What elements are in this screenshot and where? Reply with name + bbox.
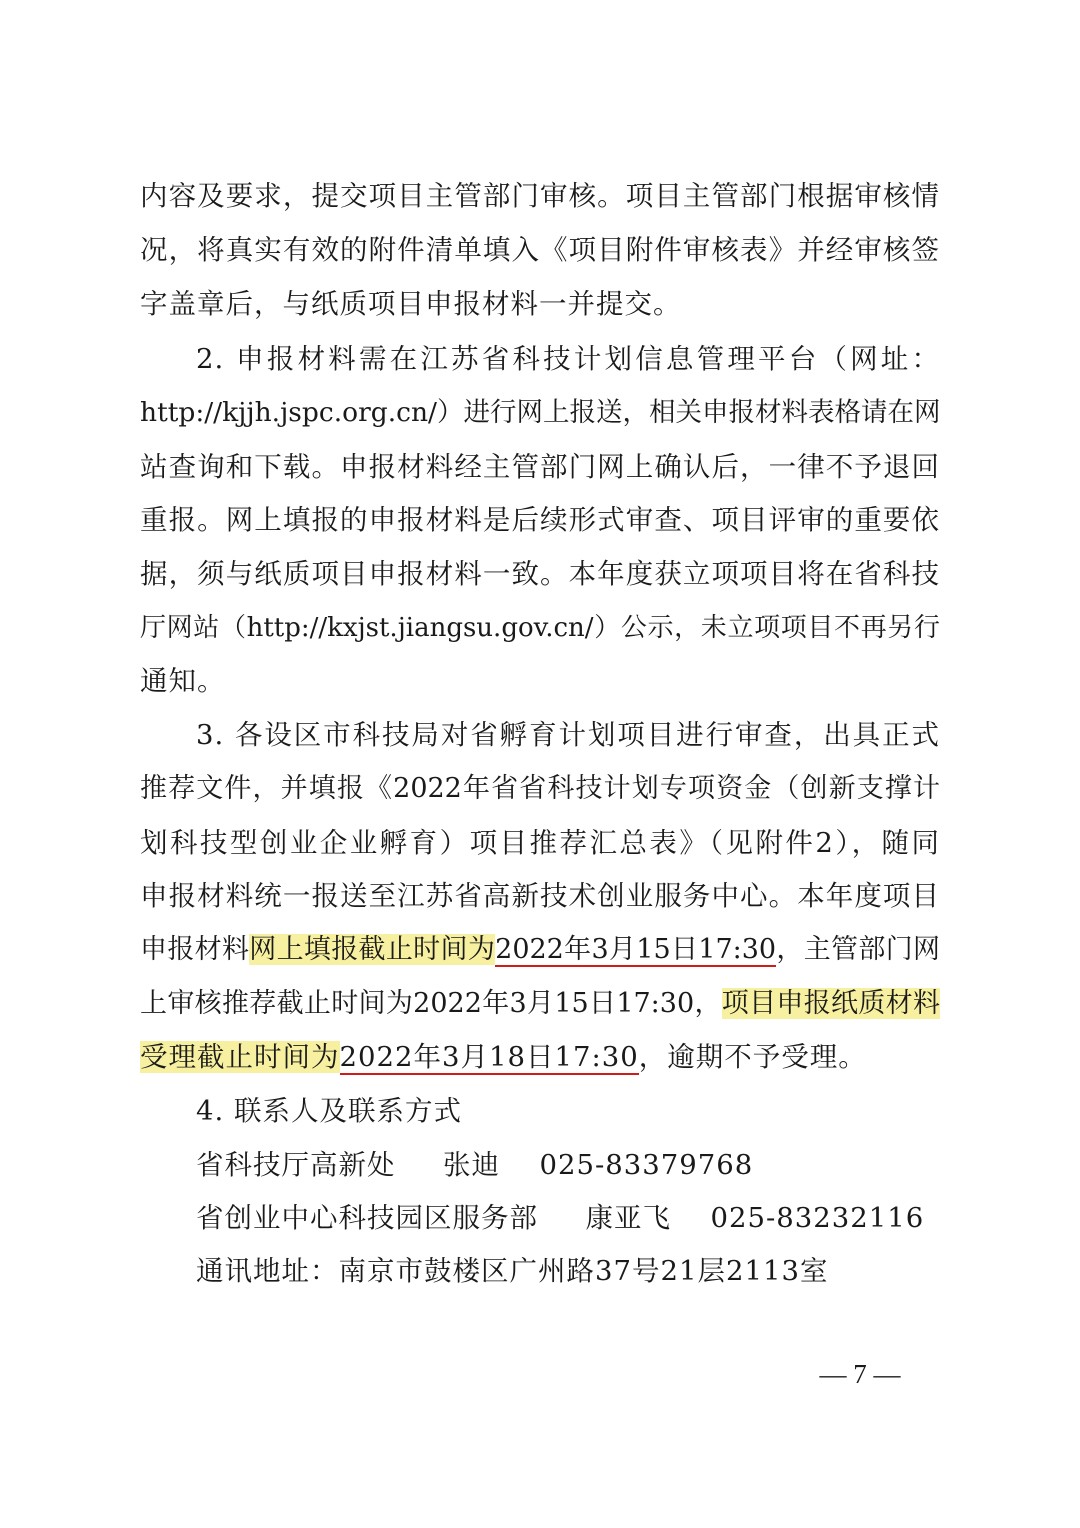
paragraph-2-line-5: 据，须与纸质项目申报材料一致。本年度获立项项目将在省科技: [140, 558, 940, 590]
contact-name: 张迪: [443, 1149, 500, 1181]
paragraph-3-line-3: 划科技型创业企业孵育）项目推荐汇总表》（见附件2），随同: [140, 827, 940, 859]
paragraph-2-line-7: 通知。: [140, 665, 226, 697]
highlighted-text: 受理截止时间为: [140, 1041, 340, 1073]
contact-row-1: [196, 1145, 940, 1185]
contact-org: 省创业中心科技园区服务部: [196, 1202, 538, 1234]
text-segment: 上审核推荐截止时间为2022年3月15日17:30，: [140, 988, 722, 1019]
paragraph-2-line-3: 站查询和下载。申报材料经主管部门网上确认后，一律不予退回: [140, 451, 940, 483]
paragraph-3-line-5: [140, 930, 940, 970]
paragraph-2-line-1: 2. 申报材料需在江苏省科技计划信息管理平台（网址：: [196, 343, 940, 375]
text-segment: ，主管部门网: [776, 934, 941, 965]
highlighted-text: 项目申报纸质材料: [721, 988, 941, 1019]
underlined-deadline: 2022年3月15日17:30: [495, 934, 777, 965]
contact-org: 省科技厅高新处: [196, 1149, 396, 1181]
paragraph-3-line-7: [140, 1037, 940, 1077]
paragraph-3-line-1: 3. 各设区市科技局对省孵育计划项目进行审查，出具正式: [196, 719, 940, 751]
contact-row-2: [196, 1198, 940, 1238]
contact-address: 通讯地址：南京市鼓楼区广州路37号21层2113室: [196, 1255, 829, 1287]
contact-phone: 025-83232116: [710, 1202, 925, 1234]
contacts-heading: 4. 联系人及联系方式: [196, 1095, 462, 1127]
underlined-deadline: 2022年3月18日17:30: [339, 1041, 639, 1073]
paragraph-1-line-3: 字盖章后，与纸质项目申报材料一并提交。: [140, 288, 682, 320]
text-segment: 申报材料: [140, 934, 250, 965]
paragraph-1-line-1: 内容及要求，提交项目主管部门审核。项目主管部门根据审核情: [140, 180, 940, 212]
paragraph-3-line-4: 申报材料统一报送至江苏省高新技术创业服务中心。本年度项目: [140, 880, 940, 912]
text-segment: ，逾期不予受理。: [638, 1041, 867, 1073]
contact-name: 康亚飞: [585, 1202, 671, 1234]
paragraph-3-line-6: [140, 984, 940, 1024]
highlighted-text: 网上填报截止时间为: [249, 934, 496, 965]
paragraph-1-line-2: 况，将真实有效的附件清单填入《项目附件审核表》并经审核签: [140, 234, 940, 266]
paragraph-2-line-6: 厅网站（http://kxjst.jiangsu.gov.cn/）公示，未立项项目不再另行: [140, 613, 940, 643]
paragraph-2-line-4: 重报。网上填报的申报材料是后续形式审查、项目评审的重要依: [140, 504, 940, 536]
paragraph-3-line-2: 推荐文件，并填报《2022年省省科技计划专项资金（创新支撑计: [140, 773, 940, 804]
paragraph-2-line-2: http://kjjh.jspc.org.cn/）进行网上报送，相关申报材料表格请在网: [140, 397, 941, 428]
page-number: — 7 —: [819, 1359, 901, 1389]
contact-phone: 025-83379768: [539, 1149, 754, 1181]
